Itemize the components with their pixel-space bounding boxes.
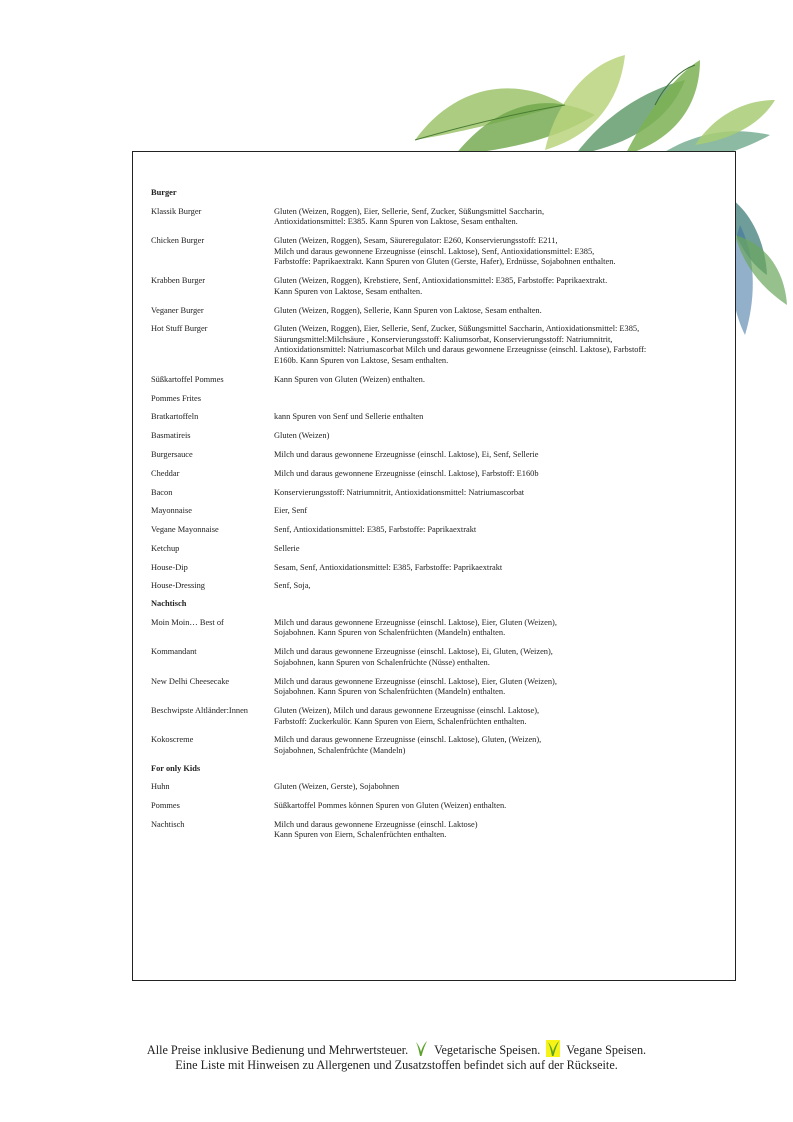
dish-name: Mayonnaise <box>151 506 192 516</box>
allergen-row <box>151 506 726 517</box>
allergen-table <box>151 188 726 841</box>
dish-name: Nachtisch <box>151 819 185 829</box>
dish-name: Kommandant <box>151 647 197 657</box>
dish-name: House-Dressing <box>151 581 205 591</box>
dish-name: Bacon <box>151 487 173 497</box>
allergen-info: Sellerie <box>274 543 300 553</box>
allergen-row <box>151 544 726 555</box>
veggie-sprout-icon <box>414 1040 428 1057</box>
page-footer <box>0 1040 793 1073</box>
allergen-row <box>151 618 726 639</box>
allergen-info: Gluten (Weizen, Gerste), Sojabohnen <box>274 782 400 792</box>
dish-name: Moin Moin… Best of <box>151 617 224 627</box>
allergen-row <box>151 394 726 405</box>
allergen-info: Milch und daraus gewonnene Erzeugnisse (einschl. Laktose), Eier, Gluten (Weizen), Sojabohnen. Kann Spuren von Schalenfrüchten (Mandeln) enthalten. <box>274 617 557 638</box>
allergen-row <box>151 801 726 812</box>
allergen-info: Gluten (Weizen), Milch und daraus gewonnene Erzeugnisse (einschl. Laktose), Farbstoff: Zuckerkulör. Kann Spuren von Eiern, Schalenfrüchten enthalten. <box>274 705 540 726</box>
allergen-info: Gluten (Weizen, Roggen), Sellerie, Kann Spuren von Laktose, Sesam enthalten. <box>274 305 542 315</box>
dish-name: Chicken Burger <box>151 236 205 246</box>
allergen-info: Gluten (Weizen, Roggen), Eier, Sellerie, Senf, Zucker, Süßungsmittel Saccharin, Antioxidationsmittel: E385. Kann Spuren von Laktose, Sesam enthalten. <box>274 206 545 227</box>
vegetarian-label: Vegetarische Speisen. <box>434 1043 541 1057</box>
allergen-row <box>151 276 726 297</box>
dish-name: Hot Stuff Burger <box>151 324 208 334</box>
dish-name: Bratkartoffeln <box>151 412 199 422</box>
allergen-info: Senf, Antioxidationsmittel: E385, Farbstoffe: Paprikaextrakt <box>274 525 477 535</box>
section-title: Nachtisch <box>151 599 187 609</box>
allergen-row <box>151 581 726 592</box>
dish-name: Vegane Mayonnaise <box>151 525 219 535</box>
allergen-info: Milch und daraus gewonnene Erzeugnisse (einschl. Laktose), Ei, Gluten, (Weizen), Sojabohnen, kann Spuren von Schalenfrüchte (Nüsse) enthalten. <box>274 647 553 667</box>
allergen-info: Gluten (Weizen, Roggen), Eier, Sellerie, Senf, Zucker, Süßungsmittel Saccharin, Antioxidationsmittel: E385, Säurungsmittel:Milchsäure , Konservierungsstoff: Kaliumsorbat, Konservierungsstoff: Natriumnitrit, Antioxidationsmittel: Natriumascorbat Milch und daraus gewonnene Erzeugnisse (einschl. Laktose), Farbstoff: E160b. Kann Spuren von Laktose, Sesam enthalten. <box>274 324 647 366</box>
dish-name: Klassik Burger <box>151 206 202 216</box>
vegan-sprout-icon <box>546 1040 560 1057</box>
allergen-info: Gluten (Weizen, Roggen), Krebstiere, Senf, Antioxidationsmittel: E385, Farbstoffe: Paprikaextrakt. Kann Spuren von Laktose, Sesam enthalten. <box>274 276 608 296</box>
allergen-info: Milch und daraus gewonnene Erzeugnisse (einschl. Laktose), Ei, Senf, Sellerie <box>274 449 539 459</box>
allergen-row <box>151 647 726 668</box>
allergen-row <box>151 488 726 499</box>
dish-name: Pommes Frites <box>151 393 202 403</box>
footer-line-1 <box>0 1040 793 1058</box>
allergen-row <box>151 236 726 268</box>
allergen-row <box>151 375 726 386</box>
dish-name: Beschwipste Altländer:Innen <box>151 705 248 715</box>
allergen-row <box>151 207 726 228</box>
allergen-info: Sesam, Senf, Antioxidationsmittel: E385, Farbstoffe: Paprikaextrakt <box>274 562 503 572</box>
dish-name: Cheddar <box>151 468 180 478</box>
allergen-info: Milch und daraus gewonnene Erzeugnisse (einschl. Laktose), Gluten, (Weizen), Sojabohnen, Schalenfrüchte (Mandeln) <box>274 735 542 755</box>
allergen-row <box>151 782 726 793</box>
dish-name: Pommes <box>151 801 180 811</box>
allergen-info: Kann Spuren von Gluten (Weizen) enthalten. <box>274 374 425 384</box>
allergen-row <box>151 469 726 480</box>
dish-name: Kokoscreme <box>151 735 194 745</box>
allergen-info: Milch und daraus gewonnene Erzeugnisse (einschl. Laktose), Farbstoff: E160b <box>274 468 539 478</box>
dish-name: Burgersauce <box>151 449 193 459</box>
allergen-info: Eier, Senf <box>274 506 308 516</box>
section-heading <box>151 599 726 610</box>
section-title: For only Kids <box>151 763 201 773</box>
dish-name: Süßkartoffel Pommes <box>151 374 224 384</box>
allergen-row <box>151 735 726 756</box>
allergen-row <box>151 820 726 841</box>
allergen-info: Senf, Soja, <box>274 581 311 591</box>
allergen-info: Milch und daraus gewonnene Erzeugnisse (einschl. Laktose), Eier, Gluten (Weizen), Sojabohnen. Kann Spuren von Schalenfrüchten (Mandeln) enthalten. <box>274 676 557 697</box>
allergen-info: kann Spuren von Senf und Sellerie enthalten <box>274 412 424 422</box>
prices-note: Alle Preise inklusive Bedienung und Mehrwertsteuer. <box>146 1043 409 1057</box>
allergen-row <box>151 563 726 574</box>
allergen-info <box>274 394 726 405</box>
allergen-list-card <box>132 151 736 981</box>
dish-name: Huhn <box>151 782 170 792</box>
section-heading <box>151 188 726 199</box>
allergen-row <box>151 450 726 461</box>
allergen-row <box>151 324 726 366</box>
allergen-row <box>151 412 726 423</box>
dish-name: Krabben Burger <box>151 276 206 286</box>
dish-name: New Delhi Cheesecake <box>151 676 230 686</box>
allergen-row <box>151 431 726 442</box>
allergen-info: Milch und daraus gewonnene Erzeugnisse (einschl. Laktose) Kann Spuren von Eiern, Schalenfrüchten enthalten. <box>274 819 478 840</box>
dish-name: Veganer Burger <box>151 305 204 315</box>
allergen-row <box>151 306 726 317</box>
vegan-label: Vegane Speisen. <box>566 1043 647 1057</box>
dish-name: Ketchup <box>151 543 180 553</box>
allergen-note: Eine Liste mit Hinweisen zu Allergenen und Zusatzstoffen befindet sich auf der Rückseite. <box>175 1058 618 1072</box>
allergen-row <box>151 525 726 536</box>
section-title: Burger <box>151 188 177 197</box>
allergen-info: Gluten (Weizen) <box>274 431 330 441</box>
allergen-info: Süßkartoffel Pommes können Spuren von Gluten (Weizen) enthalten. <box>274 801 507 811</box>
dish-name: House-Dip <box>151 562 188 572</box>
allergen-row <box>151 677 726 698</box>
dish-name: Basmatireis <box>151 431 191 441</box>
section-heading <box>151 764 726 775</box>
allergen-info: Gluten (Weizen, Roggen), Sesam, Säureregulator: E260, Konservierungsstoff: E211, Milch und daraus gewonnene Erzeugnisse (einschl. Laktose), Senf, Antioxidationsmittel: E385, Farbstoffe: Paprikaextrakt. Kann Spuren von Gluten (Gerste, Hafer), Erdnüsse, Sojabohnen enthalten. <box>274 236 616 267</box>
allergen-info: Konservierungsstoff: Natriumnitrit, Antioxidationsmittel: Natriumascorbat <box>274 487 525 497</box>
allergen-row <box>151 706 726 727</box>
